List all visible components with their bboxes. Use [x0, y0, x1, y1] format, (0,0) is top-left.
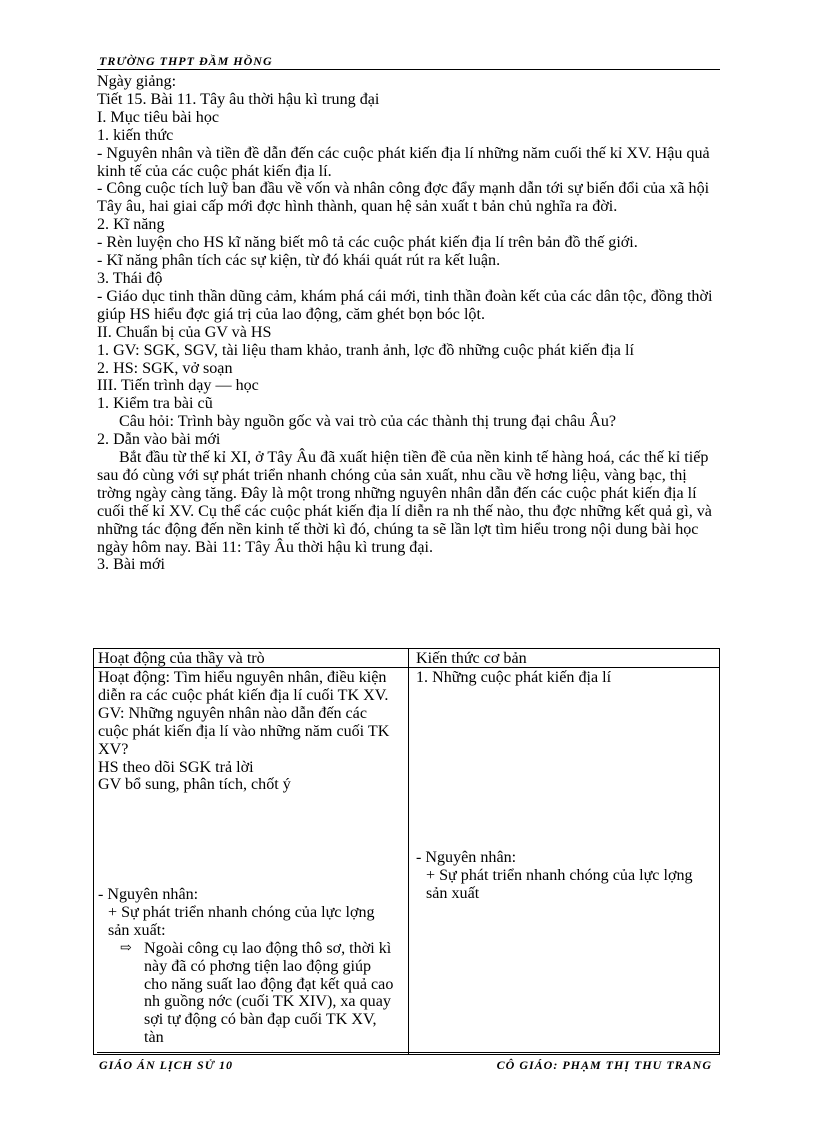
- knowledge-cell-top: [416, 669, 716, 687]
- activity-text: Ngoài công cụ lao động thô sơ, thời kì này đã có phơng tiện lao động giúp cho năng suất lao động đạt kết quả cao nh guồng nớc (cuối TK XIV), xa quay sợi tự động có bàn đạp cuối TK XV, tàn: [144, 939, 394, 1047]
- arrow-right-icon: ⇨: [120, 940, 132, 956]
- activity-text: - Nguyên nhân:: [98, 886, 199, 903]
- footer-right: CÔ GIÁO: PHẠM THỊ THU TRANG: [496, 1058, 712, 1072]
- paragraph: - Kĩ năng phân tích các sự kiện, từ đó khái quát rút ra kết luận.: [97, 252, 501, 270]
- subsection-heading: 3. Thái độ: [97, 269, 163, 287]
- knowledge-text: - Nguyên nhân:: [416, 849, 517, 866]
- subsection-heading: 2. Dẫn vào bài mới: [97, 431, 221, 449]
- subsection-heading: 1. kiến thức: [97, 126, 174, 144]
- lesson-title: Tiết 15. Bài 11. Tây âu thời hậu kì trung đại: [97, 90, 380, 108]
- knowledge-text: + Sự phát triển nhanh chóng của lực lợng sản xuất: [426, 866, 693, 902]
- paragraph: 1. GV: SGK, SGV, tài liệu tham khảo, tranh ảnh, lợc đồ những cuộc phát kiến địa lí: [97, 341, 634, 359]
- column-divider: [408, 649, 409, 1054]
- page-header: [97, 55, 720, 70]
- section-heading: III. Tiến trình dạy — học: [97, 377, 259, 395]
- activities-cell-top: [98, 669, 398, 794]
- activity-text: + Sự phát triển nhanh chóng của lực lợng sản xuất:: [108, 903, 375, 939]
- intro-paragraph: Bắt đầu từ thế kỉ XI, ở Tây Âu đã xuất hiện tiền đề của nền kinh tế hàng hoá, các thế kỉ tiếp sau đó cùng với sự phát triển nhanh chóng của sản xuất, nhu cầu về hơng liệu, vàng bạc, thị trờng ngày càng tăng. Đây là một trong những nguyên nhân dẫn đến các cuộc phát kiến địa lí cuối thế kỉ XV. Cụ thể các cuộc phát kiến địa lí diễn ra nh thế nào, thu đợc những kết quả gì, và những tác động đến nền kinh tế thời kì đó, chúng ta sẽ lần lợt tìm hiểu trong nội dung bài học ngày hôm nay. Bài 11: Tây Âu thời hậu kì trung đại.: [97, 449, 712, 556]
- subsection-heading: 2. Kĩ năng: [97, 216, 165, 234]
- lesson-table: [93, 648, 720, 1055]
- date-line: Ngày giảng:: [97, 73, 177, 90]
- activity-text: HS theo dõi SGK trả lời: [98, 758, 254, 776]
- col-header-knowledge: Kiến thức cơ bản: [416, 650, 527, 667]
- subsection-heading: 1. Kiểm tra bài cũ: [97, 395, 213, 413]
- subsection-heading: 3. Bài mới: [97, 556, 165, 574]
- paragraph: - Công cuộc tích luỹ ban đầu về vốn và nhân công đợc đẩy mạnh dẫn tới sự biến đổi của xã hội Tây âu, hai giai cấp mới đợc hình thành, quan hệ sản xuất t bản chủ nghĩa ra đời.: [97, 180, 710, 216]
- lesson-body: [97, 73, 720, 574]
- activity-text: Hoạt động: Tìm hiểu nguyên nhân, điều kiện diễn ra các cuộc phát kiến địa lí cuối TK XV.: [98, 669, 389, 704]
- col-header-activities: Hoạt động của thầy và trò: [98, 650, 265, 667]
- activities-cell-bottom: [98, 886, 398, 1047]
- footer-left: GIÁO ÁN LỊCH SỬ 10: [99, 1058, 233, 1072]
- knowledge-cell-bottom: [416, 849, 701, 903]
- knowledge-text: 1. Những cuộc phát kiến địa lí: [416, 669, 612, 686]
- paragraph: - Nguyên nhân và tiền đề dẫn đến các cuộc phát kiến địa lí những năm cuối thế kỉ XV. Hậu quả kinh tế của các cuộc phát kiến địa lí.: [97, 144, 710, 180]
- page-footer: [97, 1052, 720, 1072]
- activity-text: GV: Những nguyên nhân nào dẫn đến các cuộc phát kiến địa lí vào những năm cuối TK XV?: [98, 704, 390, 758]
- paragraph: 2. HS: SGK, vở soạn: [97, 359, 233, 377]
- paragraph: - Giáo dục tinh thần dũng cảm, khám phá cái mới, tinh thần đoàn kết của các dân tộc, đồng thời giúp HS hiểu đợc giá trị của lao động, căm ghét bọn bóc lột.: [97, 287, 713, 323]
- section-heading: I. Mục tiêu bài học: [97, 108, 220, 126]
- activity-text: GV bổ sung, phân tích, chốt ý: [98, 776, 291, 794]
- arrow-list-item: [98, 940, 398, 1047]
- section-heading: II. Chuẩn bị của GV và HS: [97, 323, 272, 341]
- school-name: TRƯỜNG THPT ĐẦM HỒNG: [99, 54, 273, 68]
- paragraph: - Rèn luyện cho HS kĩ năng biết mô tả các cuộc phát kiến địa lí trên bản đồ thế giới.: [97, 234, 638, 252]
- review-question: Câu hỏi: Trình bày nguồn gốc và vai trò của các thành thị trung đại châu Âu?: [119, 413, 617, 431]
